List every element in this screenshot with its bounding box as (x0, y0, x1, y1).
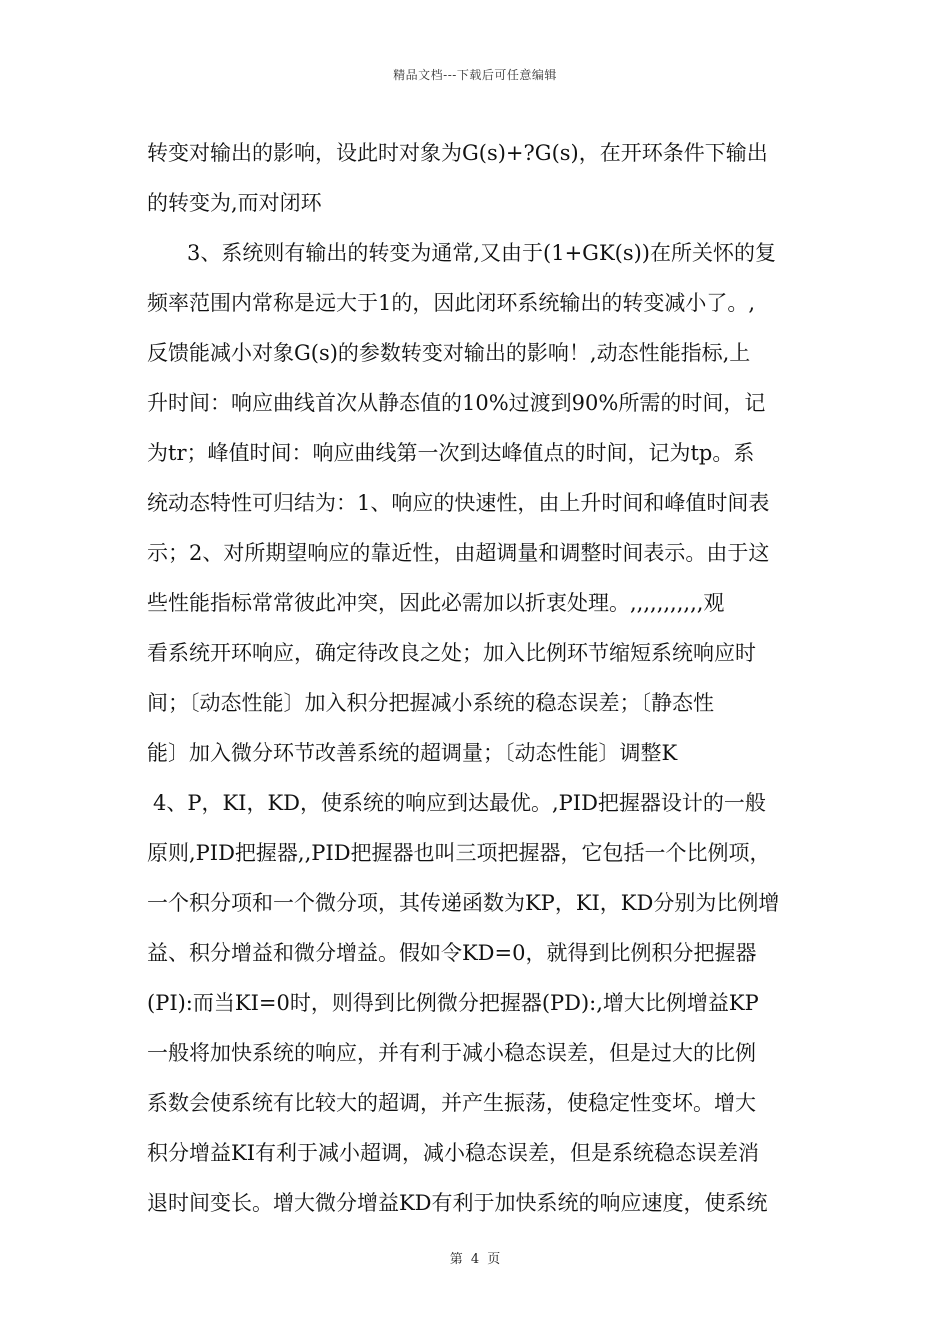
body-line: 3、系统则有输出的转变为通常,又由于(1+GK(s))在所关怀的复 (187, 241, 777, 265)
body-line: 些性能指标常常彼此冲突，因此必需加以折衷处理。,,,,,,,,,,,观 (147, 591, 725, 615)
body-line: 能〕加入微分环节改善系统的超调量；〔动态性能〕调整K (147, 741, 678, 765)
body-line: 看系统开环响应，确定待改良之处；加入比例环节缩短系统响应时 (147, 641, 756, 665)
page-number: 第 4 页 (449, 1252, 501, 1267)
body-line: 示；2、对所期望响应的靠近性，由超调量和调整时间表示。由于这 (147, 541, 770, 565)
body-line: (PI):而当KI=0时，则得到比例微分把握器(PD):,增大比例增益KP (147, 991, 759, 1015)
body-line: 统动态特性可归结为：1、响应的快速性，由上升时间和峰值时间表 (147, 491, 770, 515)
body-line: 系数会使系统有比较大的超调，并产生振荡，使稳定性变坏。增大 (147, 1091, 756, 1115)
page-header: 精品文档---下载后可任意编辑 (393, 68, 557, 82)
body-line: 反馈能减小对象G(s)的参数转变对输出的影响！,动态性能指标,上 (147, 341, 751, 365)
body-line: 转变对输出的影响，设此时对象为G(s)+?G(s)，在开环条件下输出 (147, 141, 768, 165)
body-line: 频率范围内常称是远大于1的，因此闭环系统输出的转变减小了。, (147, 291, 756, 315)
document-body (147, 128, 811, 1228)
body-line: 的转变为,而对闭环 (147, 191, 322, 215)
body-line: 积分增益KI有利于减小超调，减小稳态误差，但是系统稳态误差消 (147, 1141, 759, 1165)
body-line: 一个积分项和一个微分项，其传递函数为KP，KI，KD分别为比例增 (147, 891, 780, 915)
body-line: 为tr；峰值时间：响应曲线第一次到达峰值点的时间，记为tp。系 (147, 441, 755, 465)
body-line: 一般将加快系统的响应，并有利于减小稳态误差，但是过大的比例 (147, 1041, 756, 1065)
body-line: 间；〔动态性能〕加入积分把握减小系统的稳态误差；〔静态性 (147, 691, 714, 715)
body-line: 退时间变长。增大微分增益KD有利于加快系统的响应速度，使系统 (147, 1191, 768, 1215)
body-line: 原则,PID把握器,,PID把握器也叫三项把握器，它包括一个比例项， (147, 841, 771, 865)
body-line: 益、积分增益和微分增益。假如令KD=0，就得到比例积分把握器 (147, 941, 757, 965)
body-line: 4、P，KI，KD，使系统的响应到达最优。,PID把握器设计的一般 (153, 791, 766, 815)
body-line: 升时间：响应曲线首次从静态值的10%过渡到90%所需的时间，记 (147, 391, 766, 415)
